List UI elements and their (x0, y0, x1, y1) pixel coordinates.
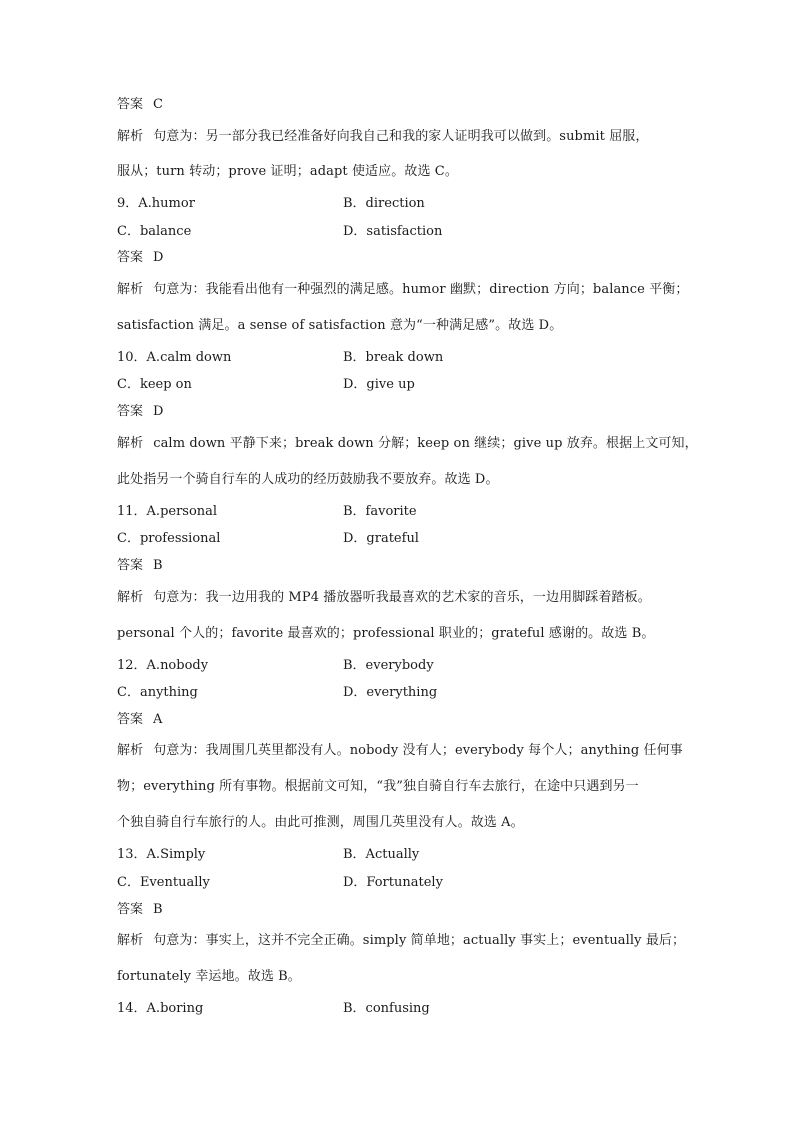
option-c: C．professional (117, 531, 221, 546)
answer-label: 答案 (117, 404, 144, 419)
analysis-text-continued: personal 个人的；favorite 最喜欢的；professional 职业的；grateful 感谢的。故选 B。 (117, 626, 655, 641)
option-b: B．Actually (343, 847, 420, 862)
analysis-label: 解析 (117, 282, 144, 297)
analysis-text: 句意为：我能看出他有一种强烈的满足感。humor 幽默；direction 方向；balance 平衡； (153, 282, 689, 297)
option-d: D．Fortunately (343, 875, 443, 890)
answer-line (117, 250, 163, 266)
option-c: C．keep on (117, 377, 192, 392)
option-b: B．direction (343, 196, 425, 211)
analysis-text-continued: 此处指另一个骑自行车的人成功的经历鼓励我不要放弃。故选 D。 (117, 472, 499, 487)
answer-label: 答案 (117, 712, 144, 727)
answer-line (117, 712, 162, 728)
answer-value: D (153, 250, 164, 265)
answer-label: 答案 (117, 97, 144, 112)
analysis-line (117, 436, 698, 452)
option-b: B．favorite (343, 504, 417, 519)
analysis-text: 句意为：我一边用我的 MP4 播放器听我最喜欢的艺术家的音乐，一边用脚踩着踏板。 (153, 590, 651, 605)
analysis-label: 解析 (117, 436, 144, 451)
analysis-text: 句意为：另一部分我已经准备好向我自己和我的家人证明我可以做到。submit 屈服， (153, 129, 649, 144)
analysis-text: 句意为：事实上，这并不完全正确。simply 简单地；actually 事实上；eventually 最后； (153, 933, 686, 948)
answer-value: C (153, 97, 163, 112)
analysis-line (117, 282, 689, 298)
answer-line (117, 902, 163, 918)
option-d: D．everything (343, 685, 438, 700)
analysis-line (117, 743, 683, 759)
option-a: 9．A.humor (117, 196, 195, 211)
option-d: D．give up (343, 377, 415, 392)
answer-value: B (153, 902, 163, 917)
option-c: C．balance (117, 224, 192, 239)
analysis-line (117, 590, 651, 606)
option-b: B．confusing (343, 1001, 430, 1016)
option-c: C．anything (117, 685, 198, 700)
option-b: B．everybody (343, 658, 434, 673)
analysis-text-continued: satisfaction 满足。a sense of satisfaction 意为“一种满足感”。故选 D。 (117, 318, 563, 333)
analysis-line (117, 933, 685, 949)
analysis-text-continued: fortunately 幸运地。故选 B。 (117, 969, 301, 984)
answer-line (117, 404, 163, 420)
answer-label: 答案 (117, 902, 144, 917)
option-d: D．grateful (343, 531, 419, 546)
answer-line (117, 97, 163, 113)
analysis-text-continued: 服从；turn 转动；prove 证明；adapt 使适应。故选 C。 (117, 164, 458, 179)
analysis-label: 解析 (117, 933, 144, 948)
option-a: 12．A.nobody (117, 658, 209, 673)
option-d: D．satisfaction (343, 224, 443, 239)
analysis-label: 解析 (117, 129, 144, 144)
option-a: 11．A.personal (117, 504, 218, 519)
analysis-text: calm down 平静下来；break down 分解；keep on 继续；give up 放弃。根据上文可知， (153, 436, 698, 451)
answer-value: A (153, 712, 163, 727)
analysis-text-continued: 物；everything 所有事物。根据前文可知，“我”独自骑自行车去旅行，在途中只遇到另一 (117, 779, 639, 794)
answer-label: 答案 (117, 250, 144, 265)
option-a: 13．A.Simply (117, 847, 206, 862)
answer-label: 答案 (117, 558, 144, 573)
analysis-label: 解析 (117, 743, 144, 758)
option-a: 10．A.calm down (117, 350, 232, 365)
answer-value: B (153, 558, 163, 573)
answer-value: D (153, 404, 164, 419)
option-c: C．Eventually (117, 875, 210, 890)
option-a: 14．A.boring (117, 1001, 204, 1016)
answer-line (117, 558, 163, 574)
option-b: B．break down (343, 350, 444, 365)
analysis-text-continued: 个独自骑自行车旅行的人。由此可推测，周围几英里没有人。故选 A。 (117, 815, 524, 830)
analysis-label: 解析 (117, 590, 144, 605)
analysis-line (117, 129, 649, 145)
analysis-text: 句意为：我周围几英里都没有人。nobody 没有人；everybody 每个人；anything 任何事 (153, 743, 683, 758)
